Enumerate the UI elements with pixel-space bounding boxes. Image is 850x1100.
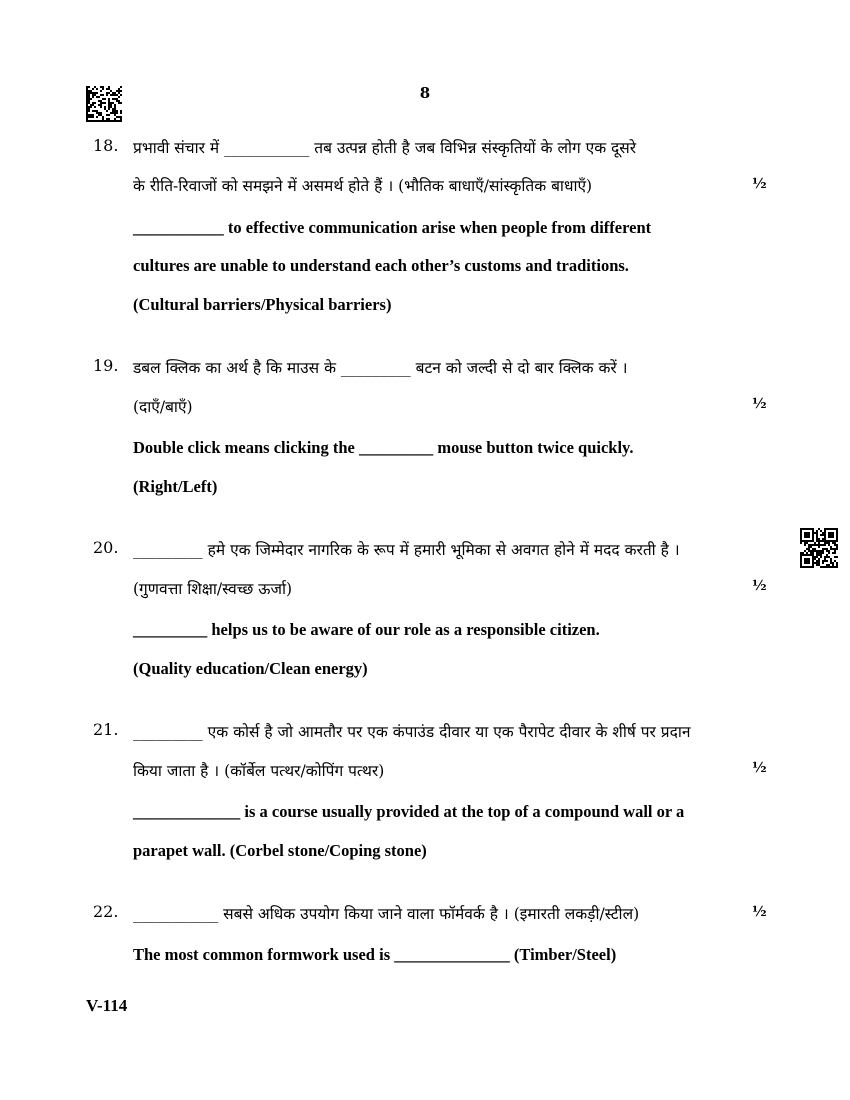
question-english-line: parapet wall. (Corbel stone/Coping stone)	[133, 841, 427, 860]
question-number: 18.	[93, 136, 119, 155]
question-hindi-line: ___________ सबसे अधिक उपयोग किया जाने वाला फॉर्मवर्क है । (इमारती लकड़ी/स्टील)	[133, 905, 640, 923]
question-hindi-line: _________ एक कोर्स है जो आमतौर पर एक कंपाउंड दीवार या एक पैरापेट दीवार के शीर्ष पर प्रदान	[133, 723, 691, 741]
marks-label: ½	[752, 176, 767, 192]
paper-code: V-114	[86, 996, 128, 1015]
question-hindi-options: (दाएँ/बाएँ)	[133, 398, 193, 416]
question-english-line: ___________ to effective communication arise when people from different	[133, 218, 652, 237]
question-number: 21.	[93, 720, 119, 739]
page-number: 8	[419, 84, 431, 102]
question-options: (Right/Left)	[133, 477, 218, 496]
question-english-line: _________ helps us to be aware of our role as a responsible citizen.	[133, 620, 600, 639]
question-hindi-line: प्रभावी संचार में ___________ तब उत्पन्न होती है जब विभिन्न संस्कृतियों के लोग एक दूसरे	[133, 139, 637, 157]
question-english-line: _____________ is a course usually provided at the top of a compound wall or a	[133, 802, 685, 821]
question-hindi-line: किया जाता है । (कॉर्बेल पत्थर/कोपिंग पत्थर)	[133, 762, 385, 780]
question-number: 22.	[93, 902, 119, 921]
question-english-line: cultures are unable to understand each other’s customs and traditions.	[133, 256, 629, 275]
marks-label: ½	[752, 760, 767, 776]
question-english-line: Double click means clicking the _________ mouse button twice quickly.	[133, 438, 634, 457]
qr-code-icon	[800, 528, 838, 568]
question-number: 19.	[93, 356, 119, 375]
question-hindi-line: डबल क्लिक का अर्थ है कि माउस के _________ बटन को जल्दी से दो बार क्लिक करें ।	[133, 359, 628, 377]
question-english-line: The most common formwork used is ______________ (Timber/Steel)	[133, 945, 617, 964]
marks-label: ½	[752, 396, 767, 412]
marks-label: ½	[752, 578, 767, 594]
question-number: 20.	[93, 538, 119, 557]
question-hindi-line: _________ हमे एक जिम्मेदार नागरिक के रूप में हमारी भूमिका से अवगत होने में मदद करती है ।	[133, 541, 680, 559]
question-hindi-options: (गुणवत्ता शिक्षा/स्वच्छ ऊर्जा)	[133, 580, 293, 598]
marks-label: ½	[752, 904, 767, 920]
question-hindi-line: के रीति-रिवाजों को समझने में असमर्थ होते हैं । (भौतिक बाधाएँ/सांस्कृतिक बाधाएँ)	[133, 177, 593, 195]
question-options: (Quality education/Clean energy)	[133, 659, 368, 678]
question-options: (Cultural barriers/Physical barriers)	[133, 295, 392, 314]
